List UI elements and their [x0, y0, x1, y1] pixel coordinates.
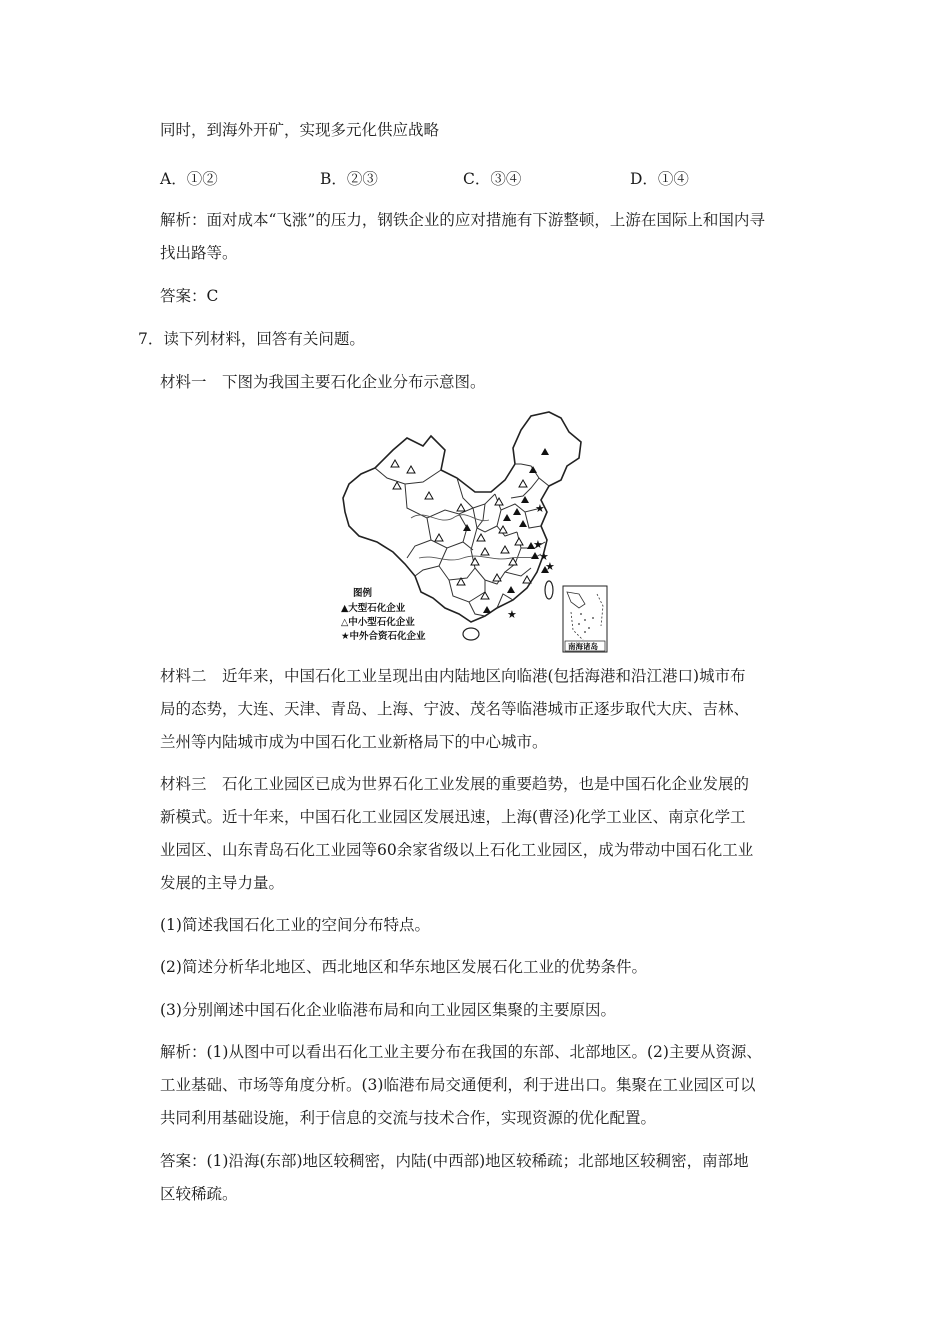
- inset-label: 南海诸岛: [568, 642, 598, 651]
- petrochemical-map-figure: [335, 408, 615, 656]
- joint-venture-marker: ★: [539, 550, 549, 563]
- south-china-sea-inset: [563, 586, 607, 652]
- joint-venture-marker: ★: [545, 560, 555, 573]
- answer-7-line-1: 答案：(1)沿海(东部)地区较稠密，内陆(中西部)地区较稀疏；北部地区较稠密，南部地: [160, 1152, 749, 1170]
- joint-venture-marker: ★: [533, 538, 543, 551]
- analysis-7-line-1: 解析：(1)从图中可以看出石化工业主要分布在我国的东部、北部地区。(2)主要从资源、: [160, 1043, 762, 1061]
- option-b: B．②③: [320, 170, 378, 188]
- material-2-line-2: 局的态势，大连、天津、青岛、上海、宁波、茂名等临港城市正逐步取代大庆、吉林、: [160, 700, 750, 718]
- legend-title: 图例: [353, 588, 373, 599]
- option-c: C．③④: [463, 170, 522, 188]
- sub-question-2: (2)简述分析华北地区、西北地区和华东地区发展石化工业的优势条件。: [160, 958, 647, 976]
- legend-medium: △中小型石化企业: [341, 617, 415, 628]
- material-2-line-3: 兰州等内陆城市成为中国石化工业新格局下的中心城市。: [160, 733, 548, 751]
- answer-options: [160, 168, 860, 190]
- material-3-line-1: 材料三 石化工业园区已成为世界石化工业发展的重要趋势，也是中国石化企业发展的: [160, 775, 750, 793]
- material-2-line-1: 材料二 近年来，中国石化工业呈现出由内陆地区向临港(包括海港和沿江港口)城市布: [160, 667, 746, 685]
- sub-question-1: (1)简述我国石化工业的空间分布特点。: [160, 916, 430, 934]
- analysis-line-1: 解析：面对成本“飞涨”的压力，钢铁企业的应对措施有下游整顿，上游在国际上和国内寻: [160, 211, 765, 229]
- joint-venture-marker: ★: [507, 608, 517, 621]
- answer-line: 答案：C: [160, 287, 219, 305]
- material-3-line-4: 发展的主导力量。: [160, 874, 285, 892]
- legend-large: ▲大型石化企业: [341, 603, 406, 614]
- analysis-7-line-2: 工业基础、市场等角度分析。(3)临港布局交通便利，利于进出口。集聚在工业园区可以: [160, 1076, 756, 1094]
- analysis-7-line-3: 共同利用基础设施，利于信息的交流与技术合作，实现资源的优化配置。: [160, 1109, 657, 1127]
- sub-question-3: (3)分别阐述中国石化企业临港布局和向工业园区集聚的主要原因。: [160, 1001, 616, 1019]
- material-1: 材料一 下图为我国主要石化企业分布示意图。: [160, 373, 486, 391]
- analysis-line-2: 找出路等。: [160, 244, 238, 262]
- text-line-1: 同时，到海外开矿，实现多元化供应战略: [160, 121, 440, 139]
- question-7-title: 7．读下列材料，回答有关问题。: [138, 330, 365, 348]
- taiwan-island: [545, 581, 553, 599]
- legend-joint-venture: ★中外合资石化企业: [341, 631, 426, 642]
- option-a: A．①②: [160, 170, 218, 188]
- answer-7-line-2: 区较稀疏。: [160, 1185, 238, 1203]
- material-3-line-3: 业园区、山东青岛石化工业园等60余家省级以上石化工业园区，成为带动中国石化工业: [160, 841, 754, 859]
- option-d: D．①④: [630, 170, 689, 188]
- map-legend: [341, 587, 426, 642]
- hainan-island: [463, 628, 479, 640]
- material-3-line-2: 新模式。近十年来，中国石化工业园区发展迅速，上海(曹泾)化学工业区、南京化学工: [160, 808, 746, 826]
- china-map: [335, 408, 615, 656]
- joint-venture-marker: ★: [535, 502, 545, 515]
